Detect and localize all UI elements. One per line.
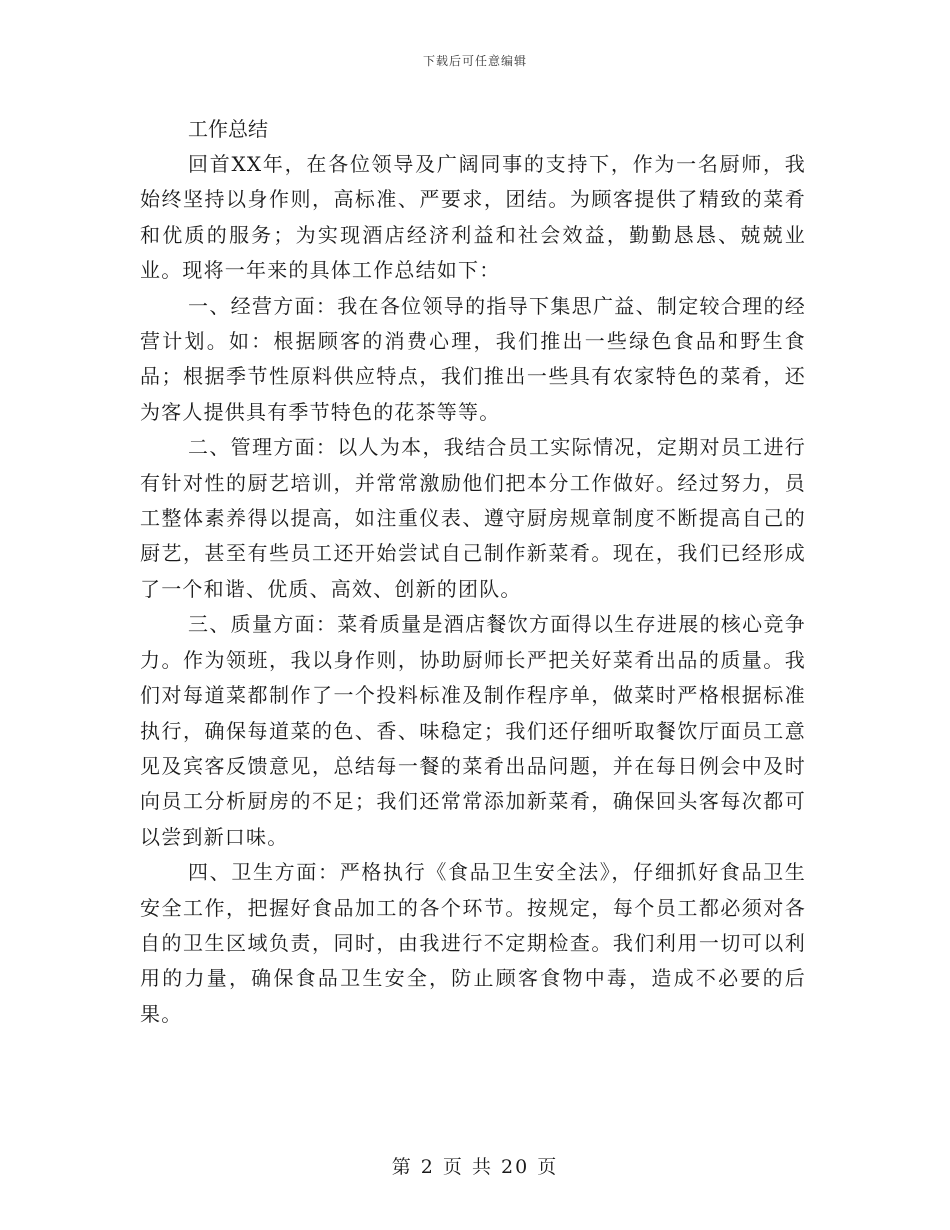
page-number-footer: 第 2 页 共 20 页 bbox=[391, 1156, 559, 1178]
page-header-note: 下载后可任意编辑 bbox=[422, 54, 527, 68]
paragraph-quality: 三、质量方面：菜肴质量是酒店餐饮方面得以生存进展的核心竞争力。作为领班，我以身作则，协助厨师长严把关好菜肴出品的质量。我们对每道菜都制作了一个投料标准及制作程序单，做菜时严格根据标准执行，确保每道菜的色、香、味稳定；我们还仔细听取餐饮厅面员工意见及宾客反馈意见，总结每一餐的菜肴出品问题，并在每日例会中及时向员工分析厨房的不足；我们还常常添加新菜肴，确保回头客每次都可以尝到新口味。 bbox=[140, 612, 806, 849]
paragraph-hygiene: 四、卫生方面：严格执行《食品卫生安全法》，仔细抓好食品卫生安全工作，把握好食品加工的各个环节。按规定，每个员工都必须对各自的卫生区域负责，同时，由我进行不定期检查。我们利用一切可以利用的力量，确保食品卫生安全，防止顾客食物中毒，造成不必要的后果。 bbox=[140, 860, 806, 1026]
paragraph-management: 二、管理方面：以人为本，我结合员工实际情况，定期对员工进行有针对性的厨艺培训，并常常激励他们把本分工作做好。经过努力，员工整体素养得以提高，如注重仪表、遵守厨房规章制度不断提高自己的厨艺，甚至有些员工还开始尝试自己制作新菜肴。现在，我们已经形成了一个和谐、优质、高效、创新的团队。 bbox=[140, 435, 806, 601]
document-body bbox=[140, 112, 806, 1032]
paragraph-operations: 一、经营方面：我在各位领导的指导下集思广益、制定较合理的经营计划。如：根据顾客的消费心理，我们推出一些绿色食品和野生食品；根据季节性原料供应特点，我们推出一些具有农家特色的菜肴，还为客人提供具有季节特色的花茶等等。 bbox=[140, 293, 806, 424]
paragraph-intro: 回首XX年，在各位领导及广阔同事的支持下，作为一名厨师，我始终坚持以身作则，高标准、严要求，团结。为顾客提供了精致的菜肴和优质的服务；为实现酒店经济利益和社会效益，勤勤恳恳、兢兢业业。现将一年来的具体工作总结如下： bbox=[140, 152, 806, 283]
document-title: 工作总结 bbox=[188, 117, 268, 141]
